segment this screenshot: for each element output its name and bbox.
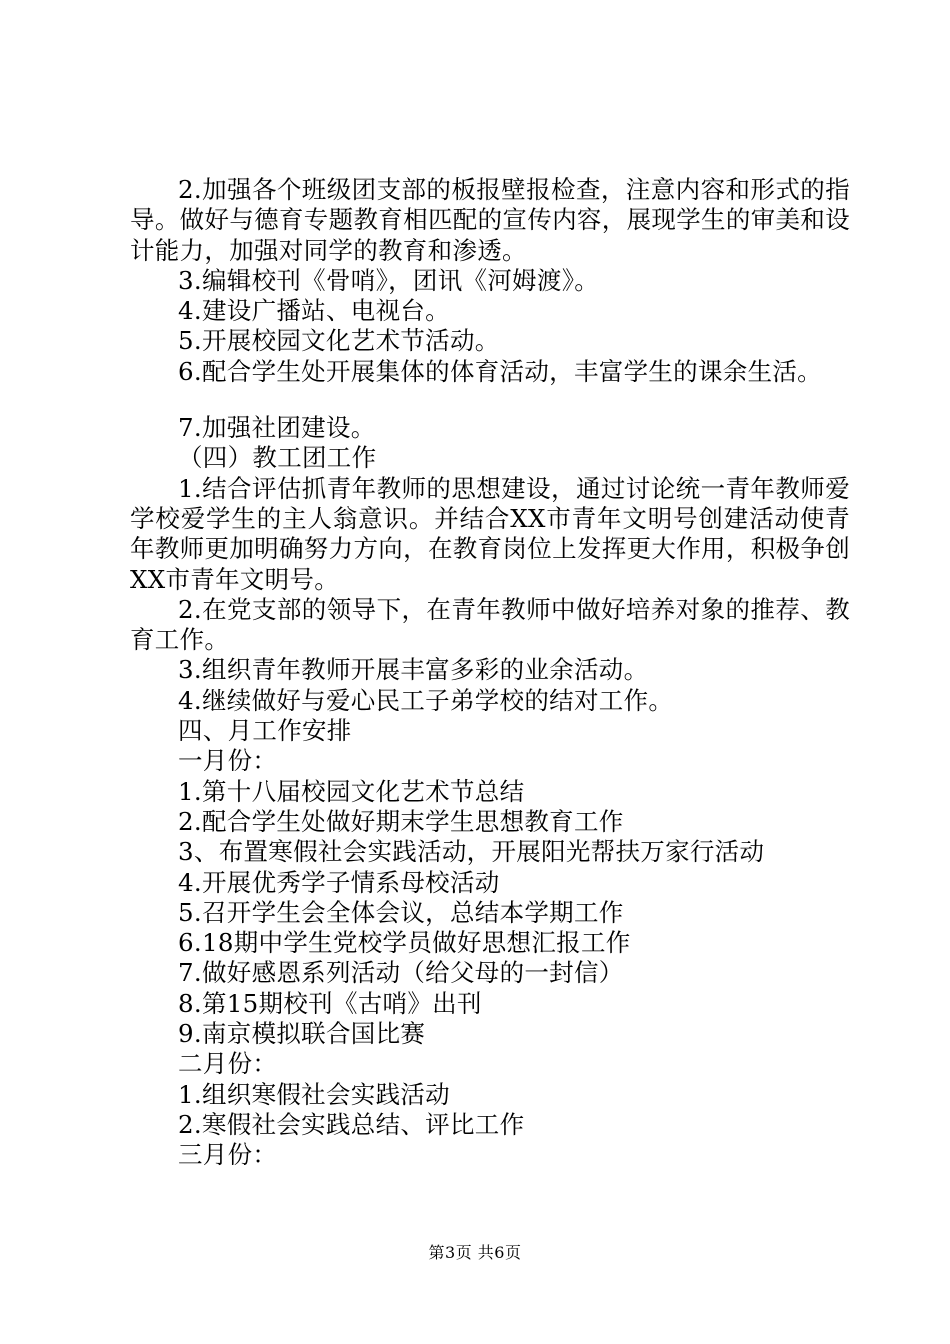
- list-item: 3、布置寒假社会实践活动，开展阳光帮扶万家行活动: [178, 837, 765, 867]
- paragraph-gap: [130, 387, 850, 413]
- list-item: 6.18期中学生党校学员做好思想汇报工作: [178, 928, 631, 958]
- paragraph: 5.开展校园文化艺术节活动。: [178, 326, 500, 356]
- list-item: 5.召开学生会全体会议，总结本学期工作: [178, 897, 624, 927]
- list-item: 8.第15期校刊《古哨》出刊: [178, 988, 482, 1018]
- paragraph: 4.继续做好与爱心民工子弟学校的结对工作。: [178, 685, 674, 715]
- paragraph: 2.在党支部的领导下，在青年教师中做好培养对象的推荐、教育工作。: [130, 594, 850, 655]
- section-heading: （四）教工团工作: [178, 443, 377, 473]
- month-heading: 三月份：: [178, 1140, 278, 1170]
- list-item: 1.第十八届校园文化艺术节总结: [178, 776, 525, 806]
- page-number-footer: 第3页 共6页: [428, 1243, 522, 1262]
- document-body: [130, 175, 850, 1171]
- paragraph: 7.加强社团建设。: [178, 413, 376, 443]
- paragraph: 1.结合评估抓青年教师的思想建设，通过讨论统一青年教师爱学校爱学生的主人翁意识。并结合XX市青年文明号创建活动使青年教师更加明确努力方向，在教育岗位上发挥更大作用，积极争创XX市青年文明号。: [130, 473, 850, 594]
- paragraph: 4.建设广播站、电视台。: [178, 296, 450, 326]
- list-item: 2.配合学生处做好期末学生思想教育工作: [178, 806, 624, 836]
- list-item: 4.开展优秀学子情系母校活动: [178, 867, 500, 897]
- list-item: 1.组织寒假社会实践活动: [178, 1079, 450, 1109]
- month-heading: 二月份：: [178, 1049, 278, 1079]
- list-item: 2.寒假社会实践总结、评比工作: [178, 1109, 525, 1139]
- paragraph: 3.编辑校刊《骨哨》，团讯《河姆渡》。: [178, 265, 600, 295]
- paragraph: 3.组织青年教师开展丰富多彩的业余活动。: [178, 655, 649, 685]
- section-heading: 四、月工作安排: [178, 716, 352, 746]
- paragraph: 2.加强各个班级团支部的板报壁报检查，注意内容和形式的指导。做好与德育专题教育相匹配的宣传内容，展现学生的审美和设计能力，加强对同学的教育和渗透。: [130, 175, 850, 265]
- month-heading: 一月份：: [178, 746, 278, 776]
- list-item: 9.南京模拟联合国比赛: [178, 1019, 426, 1049]
- list-item: 7.做好感恩系列活动（给父母的一封信）: [178, 958, 624, 988]
- paragraph: 6.配合学生处开展集体的体育活动，丰富学生的课余生活。: [178, 356, 822, 386]
